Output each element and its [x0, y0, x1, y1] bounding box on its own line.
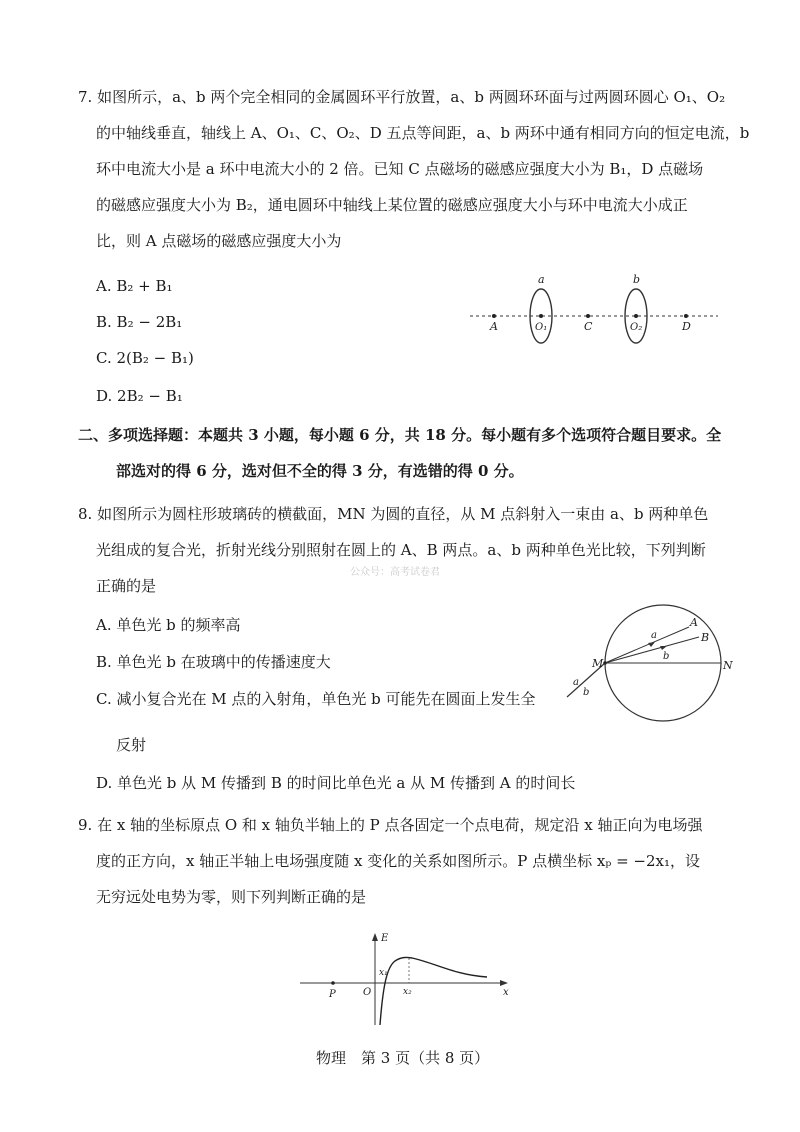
point-m-dot [603, 661, 607, 665]
point-c-label: C [584, 320, 593, 333]
label-m: M [592, 657, 604, 670]
y-axis-label: E [381, 933, 389, 944]
x-axis-arrow [500, 980, 508, 986]
q7-line-2: 的中轴线垂直，轴线上 A、O₁、C、O₂、D 五点等间距，a、b 两环中通有相同方向的恒定电流，b [96, 124, 750, 142]
point-p-label: P [329, 989, 336, 1000]
ring-b-label: b [633, 273, 641, 286]
point-o2-label: O₂ [630, 322, 643, 333]
point-a-label: A [490, 320, 498, 333]
watermark: 公众号：高考试卷君 [350, 567, 440, 578]
q8-option-b: B. 单色光 b 在玻璃中的传播速度大 [96, 653, 331, 671]
point-d-label: D [682, 320, 691, 333]
ring-a-label: a [538, 273, 545, 286]
label-ray-a: a [651, 630, 657, 641]
q8-option-c-cont: 反射 [116, 736, 147, 754]
label-b-point: B [701, 631, 710, 644]
arrow-b [660, 646, 667, 650]
q9-line-3: 无穷远处电势为零，则下列判断正确的是 [96, 888, 367, 906]
point-a-dot [492, 314, 496, 318]
q7-line-1: 7. 如图所示，a、b 两个完全相同的金属圆环平行放置，a、b 两圆环环面与过两圆环圆心 O₁、O₂ [78, 88, 726, 106]
ray-a [605, 627, 689, 663]
y-axis-arrow [372, 933, 378, 941]
q7-line-4: 的磁感应强度大小为 B₂，通电圆环中轴线上某位置的磁感应强度大小与环中电流大小成正 [96, 196, 688, 214]
x1-label: x₁ [379, 968, 388, 978]
origin-label: O [363, 987, 372, 998]
point-o2-dot [634, 314, 638, 318]
q8-line-1: 8. 如图所示为圆柱形玻璃砖的横截面，MN 为圆的直径，从 M 点斜射入一束由 a、b 两种单色 [78, 505, 709, 523]
label-a-point: A [690, 616, 698, 629]
e-field-curve [380, 957, 487, 1025]
q9-line-2: 度的正方向，x 轴正半轴上电场强度随 x 变化的关系如图所示。P 点横坐标 xₚ = −2x₁，设 [96, 852, 701, 870]
label-incident-b: b [583, 687, 590, 698]
point-c-dot [586, 314, 590, 318]
q7-option-b: B. B₂ − 2B₁ [96, 313, 183, 331]
q7-figure [460, 270, 730, 380]
label-ray-b: b [663, 651, 670, 662]
point-o1-label: O₁ [535, 322, 548, 333]
point-o1-dot [539, 314, 543, 318]
q7-option-d: D. 2B₂ − B₁ [96, 387, 183, 405]
q9-line-1: 9. 在 x 轴的坐标原点 O 和 x 轴负半轴上的 P 点各固定一个点电荷，规定沿 x 轴正向为电场强 [78, 816, 703, 834]
x2-label: x₂ [403, 987, 412, 997]
q7-line-3: 环中电流大小是 a 环中电流大小的 2 倍。已知 C 点磁场的磁感应强度大小为 B₁，D 点磁场 [96, 160, 704, 178]
q7-option-a: A. B₂ + B₁ [96, 277, 173, 295]
q8-option-c: C. 减小复合光在 M 点的入射角，单色光 b 可能先在圆面上发生全 [96, 690, 536, 708]
section2-line-2: 部选对的得 6 分，选对但不全的得 3 分，有选错的得 0 分。 [116, 462, 524, 480]
q8-option-d: D. 单色光 b 从 M 传播到 B 的时间比单色光 a 从 M 传播到 A 的时间长 [96, 774, 576, 792]
q8-line-3: 正确的是 [96, 577, 157, 595]
q8-line-2: 光组成的复合光，折射光线分别照射在圆上的 A、B 两点。a、b 两种单色光比较，下列判断 [96, 541, 706, 559]
point-d-dot [684, 314, 688, 318]
q8-figure [555, 605, 735, 730]
q7-line-5: 比，则 A 点磁场的磁感应强度大小为 [96, 232, 342, 250]
x-axis-label: x [503, 987, 509, 998]
q7-option-c: C. 2(B₂ − B₁) [96, 349, 194, 367]
point-p-dot [331, 981, 335, 985]
q9-figure [295, 925, 520, 1030]
q8-option-a: A. 单色光 b 的频率高 [96, 616, 241, 634]
section2-line-1: 二、多项选择题：本题共 3 小题，每小题 6 分，共 18 分。每小题有多个选项符合题目要求。全 [78, 426, 722, 444]
label-n: N [723, 659, 733, 672]
page-footer: 物理 第 3 页（共 8 页） [316, 1049, 490, 1067]
label-incident-a: a [573, 677, 579, 688]
